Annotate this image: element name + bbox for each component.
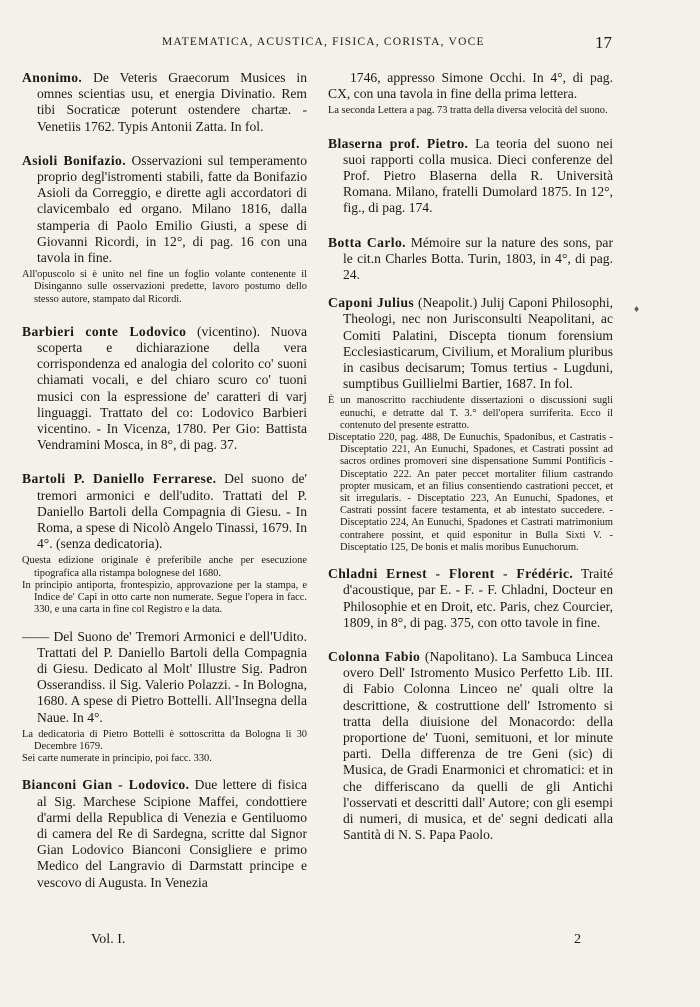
entry-note: È un manoscritto racchiudente dissertazioni o discussioni sugli eunuchi, e detratte dal T. 3.° dell'opera surriferita. Ecco il contenuto del presente estratto. <box>328 395 613 431</box>
entry-note: Disceptatio 220, pag. 488, De Eunuchis, Spadonibus, et Castratis - Disceptatio 221, An Eunuchi, Spadones, et Castrati possint ad sacros ordines promoveri sine dispensatione Summi Pontificis - Disceptatio 222. An pater peccet mortaliter filium castrando propter musicam, et an filius consentiendo castrationi peccet, et sit irregularis. - Disceptatio 223, An Eunuchi, Spadones, et Castrati possint facere testamenta, et ab intestato succedere. - Disceptatio 224, An Eunuchi, Spadones et Castrati matrimonium contrahere possint, et quid esponitur in Bulla Sixti V. - Disceptatio 125, De bonis et malis moribus Eunuchorum. <box>328 432 613 553</box>
entry-body: Del suono de' tremori armonici e dell'udito. Trattati del P. Daniello Bartoli della Compagnia di Giesu. - In Roma, a spese di Nicolò Angelo Tinassi, 1679. In 4°. (senza dedicatoria). <box>37 471 307 552</box>
entry-author: Colonna Fabio <box>328 648 421 664</box>
entry-caponi <box>328 295 613 392</box>
right-column <box>328 70 613 843</box>
entry-blaserna <box>328 136 613 217</box>
entry-body: De Veteris Graecorum Musices in omnes scientias usu, et energia Divinatio. Rem tibi Socraticæ poterunt ostendere chartæ. - Venetiis 1762. Typis Antonii Zatta. In fol. <box>37 70 307 134</box>
entry-body: Due lettere di fisica al Sig. Marchese Scipione Maffei, condottiere d'armi della Republica di Venezia e Gentiluomo di camera del Re di Sardegna, scritte dal Signor Gian Lodovico Bianconi Consigliere e primo Medico del Langravio di Darmstatt principe e vescovo di Augusta. In Venezia <box>37 777 307 890</box>
entry-author: Blaserna prof. Pietro. <box>328 135 469 151</box>
entry-note: In principio antiporta, frontespizio, approvazione per la stampa, e Indice de' Capi in otto carte non numerate. Segue l'opera in facc. 330, e una carta in fine col Registro e la data. <box>22 579 307 616</box>
entry-note: Sei carte numerate in principio, poi facc. 330. <box>22 753 212 765</box>
entry-author: Barbieri conte Lodovico <box>22 323 187 339</box>
left-column <box>22 70 307 891</box>
entry-asioli <box>22 153 307 266</box>
entry-author: Botta Carlo. <box>328 234 406 250</box>
entry-body: (Napolitano). La Sambuca Lincea overo Dell' Istromento Musico Perfetto Lib. III. di Fabio Colonna Linceo ne' quali oltre la descrittione, & costruttione dell' Istromento si tratta della diuisione del Monacordo: della proportione de' Tuoni, semituoni, et lor minute parti. Della differenza de tre Geni (sic) di Musica, de Gradi Enarmonici et chromatici: et in che differiscano da quelli de gli Antichi l'osservati et descritti dall' Autore; con gli esempi di numeri, di musica, et de' segni dedicati alla Santità di N. S. Papa Paolo. <box>343 648 614 843</box>
margin-mark: ♦ <box>634 304 640 315</box>
entry-author: Bartoli P. Daniello Ferrarese. <box>22 471 217 487</box>
entry-bianconi-continued: 1746, appresso Simone Occhi. In 4°, di pag. CX, con una tavola in fine della prima lettera. <box>328 70 613 102</box>
volume-label: Vol. I. <box>91 932 126 947</box>
entry-body: Osservazioni sul temperamento proprio degl'istromenti stabili, fatte da Bonifazio Asioli da Correggio, e dirette agli accordatori di clavicembalo ed organo. Milano 1816, dalla stamperia di Paolo Emilio Giusti, a spese di Giovanni Ricordi, in 12°, di pag. 16 con una tavola in fine. <box>37 152 307 266</box>
entry-body: Mémoire sur la nature des sons, par le cit.n Charles Botta. Turin, 1803, in 4°, di pag. 24. <box>343 234 613 283</box>
entry-body: (Neapolit.) Julij Caponi Philosophi, Theologi, nec non Jurisconsulti Neapolitani, ac Comiti Palatini, Discepta tionum forensium Ecclesiasticarum, Civilium, et Moralium pluribus in casibus decisarum; Tomus tertius - Lugduni, sumptibus Guillielmi Bartier, 1687. In fol. <box>343 295 614 392</box>
entry-note: La dedicatoria di Pietro Bottelli è sottoscritta da Bologna li 30 Decembre 1679. <box>22 728 307 752</box>
entry-author: Caponi Julius <box>328 295 415 311</box>
entry-bartoli <box>22 471 307 552</box>
entry-chladni <box>328 566 613 631</box>
running-header <box>0 33 700 60</box>
entry-author: Chladni Ernest - Florent - Frédéric. <box>328 566 574 582</box>
entry-note: Questa edizione originale è preferibile anche per esecuzione tipografica alla ristampa bolognese del 1680. <box>22 555 307 579</box>
entry-botta <box>328 235 613 284</box>
entry-anonimo <box>22 70 307 135</box>
entry-colonna <box>328 649 613 843</box>
page-number: 17 <box>595 33 612 52</box>
entry-author: Anonimo. <box>22 70 83 85</box>
entry-body: (vicentino). Nuova scoperta e dichiarazione della vera corrispondenza ed analogia del colorito co' suoni chiamati vocali, e del chiaro scuro co' tuoni musici con la espressione de' caratteri di varj linguaggi. Trattato del co: Lodovico Barbieri vicentino. - In Vicenza, 1780. Per Gio: Battista Vendramini Mosca, in 8°, di pag. 37. <box>37 323 308 453</box>
entry-body: La teoria del suono nei suoi rapporti colla musica. Dieci conferenze del Prof. Pietro Blaserna della R. Università Romana. Milano, fratelli Dumolard 1875. In 12°, fig., di pag. 174. <box>343 135 613 216</box>
entry-body: Traité d'acoustique, par E. - F. - F. Chladni, Docteur en Philosophie et en Droit, etc. Paris, chez Courcier, 1809, in 8°, di pag. 375, con otto tavole in fine. <box>343 566 613 630</box>
entry-author: Asioli Bonifazio. <box>22 152 127 168</box>
entry-note: La seconda Lettera a pag. 73 tratta della diversa velocità del suono. <box>328 105 608 117</box>
running-title: MATEMATICA, ACUSTICA, FISICA, CORISTA, VOCE <box>162 36 485 48</box>
signature-mark: 2 <box>574 932 581 947</box>
entry-author: Bianconi Gian - Lodovico. <box>22 777 190 793</box>
entry-bartoli-1680: —— Del Suono de' Tremori Armonici e dell'Udito. Trattati del P. Daniello Bartoli della Compagnia di Giesu. Dedicato al Molt' Illustre Sig. Padron Osserandiss. il Sig. Valerio Polazzi. - In Bologna, 1680. A spese di Pietro Bottelli. All'Insegna della Naue. In 4°. <box>22 628 307 725</box>
entry-bianconi <box>22 777 307 890</box>
entry-note: All'opuscolo si è unito nel fine un foglio volante contenente il Disinganno sulle osservazioni predette, lavoro postumo dello stesso autore, stampato dal Ricordi. <box>22 269 307 305</box>
entry-barbieri <box>22 324 307 454</box>
